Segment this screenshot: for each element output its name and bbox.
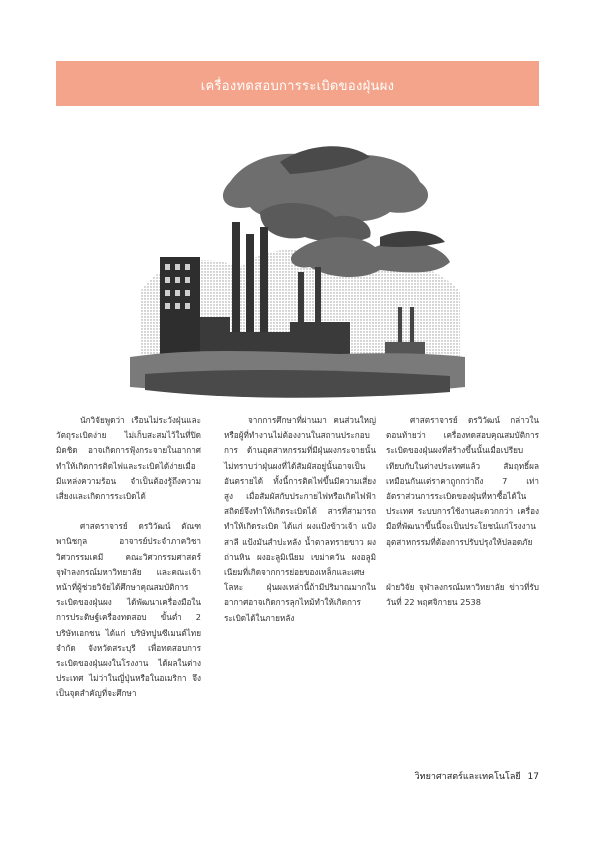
source-credit: ฝ่ายวิจัย จุฬาลงกรณ์มหาวิทยาลัย ข่าวที่รับวันที่ 22 พฤศจิกายน 2538: [386, 581, 539, 608]
paragraph: ศาสตราจารย์ ดรวิวัฒน์ กล่าวในตอนท้ายว่า เครื่องทดสอบคุณสมบัติการระเบิดของฝุ่นผงที่สร้างขึ้นนั้นเมื่อเปรียบเทียบกับในต่างประเทศแล้ว สัมฤทธิ์ผลเหมือนกันแต่ราคาถูกกว่าถึง 7 เท่า อัตราส่วนการระเบิดของฝุ่นที่หาซื้อได้ในประเทศ ระบบการใช้งานสะดวกกว่า เครื่องมือที่พัฒนาขึ้นนี้จะเป็นประโยชน์แก่โรงงานอุตสาหกรรมที่ต้องการปรับปรุงให้ปลอดภัย: [386, 415, 539, 547]
title-band: [56, 61, 539, 106]
column-1: [56, 413, 201, 702]
column-3: [386, 413, 539, 610]
footer-publication: วิทยาศาสตร์และเทคโนโลยี: [414, 772, 521, 782]
article-title: เครื่องทดสอบการระเบิดของฝุ่นผง: [200, 79, 395, 94]
paragraph: ศาสตราจารย์ ดรวิวัฒน์ ตัณฑพานิชกุล อาจารย์ประจำภาควิชาวิศวกรรมเคมี คณะวิศวกรรมศาสตร์ จุฬาลงกรณ์มหาวิทยาลัย และคณะเจ้าหน้าที่ผู้ช่วยวิจัยได้ศึกษาคุณสมบัติการระเบิดของฝุ่นผง ได้พัฒนาเครื่องมือในการประดิษฐ์เครื่องทดสอบ ขั้นต่ำ 2 บริษัทเอกชน ได้แก่ บริษัทปูนซีเมนต์ไทย จำกัด จังหวัดสระบุรี เพื่อทดสอบการระเบิดของฝุ่นผงในโรงงาน ได้ผลในต่างประเทศ ไม่ว่าในญี่ปุ่นหรือในอเมริกา จึงเป็นจุดสำคัญที่จะศึกษา: [56, 521, 201, 699]
paragraph: จากการศึกษาที่ผ่านมา คนส่วนใหญ่หรือผู้ที่ทำงานไม่ต้องงานในสถานประกอบการ ด้านอุตสาหกรรมที่มีฝุ่นผงกระจายนั้นไม่ทราบว่าฝุ่นผงที่ได้สัมผัสอยู่นั้นอาจเป็นอันตรายได้ ทั้งนี้การติดไฟขึ้นมีความเสี่ยงสูง เมื่อสัมผัสกับประกายไฟหรือเกิดไฟฟ้าสถิตย์จึงทำให้เกิดระเบิดได้ สารที่สามารถทำให้เกิดระเบิด ได้แก่ ผงแป้งข้าวเจ้า แป้งสาลี แป้งมันสำปะหลัง น้ำตาลทรายขาว ผงถ่านหิน ผงอะลูมิเนียม เขม่าควัน ผงอลูมิเนียมที่เกิดจากการย่อยของเหล็กและเศษโลหะ ฝุ่นผงเหล่านี้ถ้ามีปริมาณมากในอากาศอาจเกิดการลุกไหม้ทำให้เกิดการระเบิดได้ในภายหลัง: [224, 415, 376, 623]
column-2: [224, 413, 376, 626]
factory-illustration: [120, 142, 475, 404]
paragraph: นักวิจัยพูดว่า เรือนไม่ระวังฝุ่นและวัตถุระเบิดง่าย ไม่เก็บสะสมไว้ในที่ปิดมิดชิด อาจเกิดการฟุ้งกระจายในอากาศทำให้เกิดการติดไฟและระเบิดได้ง่ายเมื่อมีแหล่งความร้อน จำเป็นต้องรู้ถึงความเสี่ยงและเกิดการระเบิดได้: [56, 415, 201, 502]
page-number: 17: [527, 772, 539, 782]
page-footer: [411, 769, 539, 783]
